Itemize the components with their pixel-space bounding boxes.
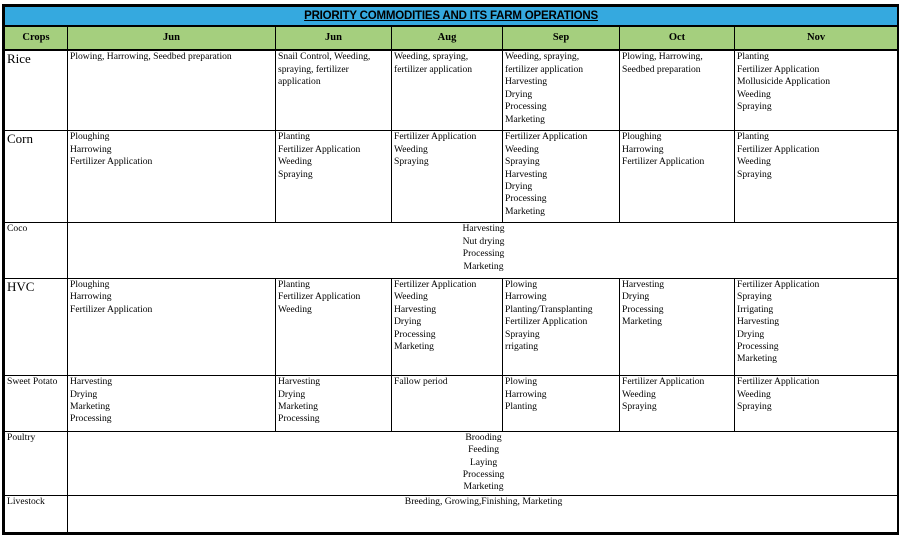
ops-cell [276, 50, 392, 130]
operation-item: Fertilizer Application [622, 376, 705, 388]
farm-operations-table [4, 6, 898, 533]
operation-item: Harvesting [70, 376, 113, 388]
operation-item: Planting [505, 400, 537, 412]
operation-item: Processing [70, 413, 112, 425]
operation-item: Fertilizer Application [737, 279, 820, 291]
ops-cell [392, 279, 503, 376]
ops-cell [620, 131, 735, 223]
ops-merged-cell [68, 223, 898, 279]
operation-item: Spraying [505, 156, 540, 168]
operation-item: Marketing [70, 400, 110, 412]
operation-item: Weeding [622, 388, 656, 400]
operation-item: Fertilizer Application [737, 143, 820, 155]
operation-item: Weeding [394, 143, 428, 155]
operation-item: Harvesting [278, 376, 321, 388]
ops-cell [68, 279, 276, 376]
ops-cell [276, 131, 392, 223]
ops-cell [392, 376, 503, 432]
operation-item: Laying [469, 456, 498, 468]
operation-item: Processing [505, 101, 547, 113]
ops-cell [276, 376, 392, 432]
operation-item: Snail Control, Weeding, spraying, fertilizer application [278, 51, 371, 88]
crop-name-poultry: Poultry [5, 431, 68, 495]
operation-item: Brooding [465, 431, 502, 443]
operation-item: Marketing [505, 113, 545, 125]
operation-item: Weeding [278, 303, 312, 315]
table-title-cell [5, 7, 898, 27]
operation-item: Marketing [463, 481, 504, 493]
operation-item: Spraying [505, 328, 540, 340]
operation-item: Seedbed preparation [622, 63, 701, 75]
crop-name-coco: Coco [5, 223, 68, 279]
operation-item: Spraying [737, 101, 772, 113]
operation-item: Fertilizer Application [622, 156, 705, 168]
table-row [5, 50, 898, 130]
operation-item: Marketing [505, 205, 545, 217]
table-row [5, 131, 898, 223]
header-month-6: Nov [735, 26, 898, 50]
operation-item: Drying [737, 328, 765, 340]
operation-item: Spraying [737, 168, 772, 180]
operation-item: Plowing [505, 279, 537, 291]
operation-item: Weeding [737, 88, 771, 100]
operation-item: Weeding [278, 156, 312, 168]
operation-item: Marketing [737, 353, 777, 365]
operation-item: Spraying [278, 168, 313, 180]
operation-item: Processing [278, 413, 320, 425]
ops-cell [735, 279, 898, 376]
operation-item: Harrowing [70, 291, 112, 303]
header-month-1: Jun [68, 26, 276, 50]
operation-item: Nut drying [462, 235, 505, 247]
operation-item: Processing [505, 193, 547, 205]
operation-item: Feeding [468, 444, 499, 456]
operation-item: Planting [737, 51, 769, 63]
operation-item: Planting [278, 279, 310, 291]
crop-name-rice: Rice [5, 50, 68, 130]
operation-item: Mollusicide Application [737, 76, 830, 88]
ops-cell [503, 131, 620, 223]
operation-item: Processing [462, 248, 505, 260]
ops-cell [503, 50, 620, 130]
ops-cell [735, 376, 898, 432]
ops-cell [620, 279, 735, 376]
crop-name-corn: Corn [5, 131, 68, 223]
operation-item: Harvesting [462, 223, 505, 235]
operation-item: Drying [70, 388, 98, 400]
ops-merged-cell [68, 431, 898, 495]
ops-cell [620, 376, 735, 432]
operation-item: Processing [622, 303, 664, 315]
title-row [5, 7, 898, 27]
operation-item: Drying [394, 316, 422, 328]
operation-item: Marketing [622, 316, 662, 328]
operation-item: Fallow period [394, 376, 448, 388]
ops-cell [735, 50, 898, 130]
operation-item: Planting [737, 131, 769, 143]
crop-name-livestock: Livestock [5, 495, 68, 532]
header-month-5: Oct [620, 26, 735, 50]
operation-item: Weeding, spraying, fertilizer application [394, 51, 473, 75]
operation-item: Harrowing [622, 143, 664, 155]
ops-cell [68, 376, 276, 432]
operation-item: Marketing [463, 260, 504, 272]
operation-item: Ploughing [70, 279, 110, 291]
operation-item: Harvesting [622, 279, 665, 291]
table-row [5, 431, 898, 495]
operation-item: Marketing [394, 341, 434, 353]
operation-item: Plowing, Harrowing, [622, 51, 703, 63]
operation-item: Weeding [505, 143, 539, 155]
operation-item: Planting [278, 131, 310, 143]
operation-item: Fertilizer Application [278, 291, 361, 303]
table-row [5, 223, 898, 279]
operation-item: fertilizer application [505, 63, 584, 75]
table-title: PRIORITY COMMODITIES AND ITS FARM OPERATIONS [304, 9, 598, 22]
operation-item: Weeding [737, 388, 771, 400]
operation-item: Harrowing [505, 388, 547, 400]
operation-item: Drying [278, 388, 306, 400]
operation-item: Plowing [505, 376, 537, 388]
crop-name-sweet-potato: Sweet Potato [5, 376, 68, 432]
operation-item: Fertilizer Application [737, 63, 820, 75]
ops-merged-cell [68, 495, 898, 532]
operation-item: rrigating [505, 341, 539, 353]
operation-item: Spraying [737, 400, 772, 412]
operation-item: Irrigating [737, 303, 774, 315]
operation-item: Drying [622, 291, 650, 303]
operation-item: Weeding, spraying, [505, 51, 580, 63]
operation-item: Harrowing [505, 291, 547, 303]
table-row [5, 376, 898, 432]
operation-item: Spraying [394, 156, 429, 168]
operation-item: Fertilizer Application [505, 131, 588, 143]
ops-cell [68, 50, 276, 130]
operation-item: Fertilizer Application [737, 376, 820, 388]
header-crops: Crops [5, 26, 68, 50]
header-row [5, 26, 898, 50]
header-month-2: Jun [276, 26, 392, 50]
operation-item: Weeding [737, 156, 771, 168]
ops-cell [68, 131, 276, 223]
operation-item: Ploughing [70, 131, 110, 143]
operation-item: Processing [737, 341, 779, 353]
table-row [5, 495, 898, 532]
header-month-3: Aug [392, 26, 503, 50]
header-month-4: Sep [503, 26, 620, 50]
operation-item: Fertilizer Application [394, 279, 477, 291]
operation-item: Weeding [394, 291, 428, 303]
operation-item: Fertilizer Application [278, 143, 361, 155]
ops-cell [392, 131, 503, 223]
operation-item: Fertilizer Application [70, 156, 153, 168]
farm-operations-sheet [2, 4, 899, 535]
operation-item: Harvesting [505, 76, 548, 88]
operation-item: Plowing, Harrowing, Seedbed preparation [70, 51, 232, 63]
operation-item: Spraying [737, 291, 772, 303]
operation-item: Planting/Transplanting [505, 303, 593, 315]
operation-item: Marketing [278, 400, 318, 412]
operation-item: Ploughing [622, 131, 662, 143]
operation-item: Breeding, Growing,Finishing, Marketing [404, 495, 563, 507]
operation-item: Fertilizer Application [394, 131, 477, 143]
operation-item: Harvesting [737, 316, 780, 328]
operation-item: Harvesting [394, 303, 437, 315]
operation-item: Drying [505, 88, 533, 100]
operation-item: Harvesting [505, 168, 548, 180]
operation-item: Harrowing [70, 143, 112, 155]
ops-cell [620, 50, 735, 130]
ops-cell [503, 279, 620, 376]
ops-cell [735, 131, 898, 223]
operation-item: Processing [462, 468, 505, 480]
ops-cell [392, 50, 503, 130]
operation-item: Spraying [622, 400, 657, 412]
ops-cell [503, 376, 620, 432]
crop-name-hvc: HVC [5, 279, 68, 376]
ops-cell [276, 279, 392, 376]
operation-item: Fertilizer Application [505, 316, 588, 328]
operation-item: Processing [394, 328, 436, 340]
operation-item: Drying [505, 181, 533, 193]
table-row [5, 279, 898, 376]
operation-item: Fertilizer Application [70, 303, 153, 315]
